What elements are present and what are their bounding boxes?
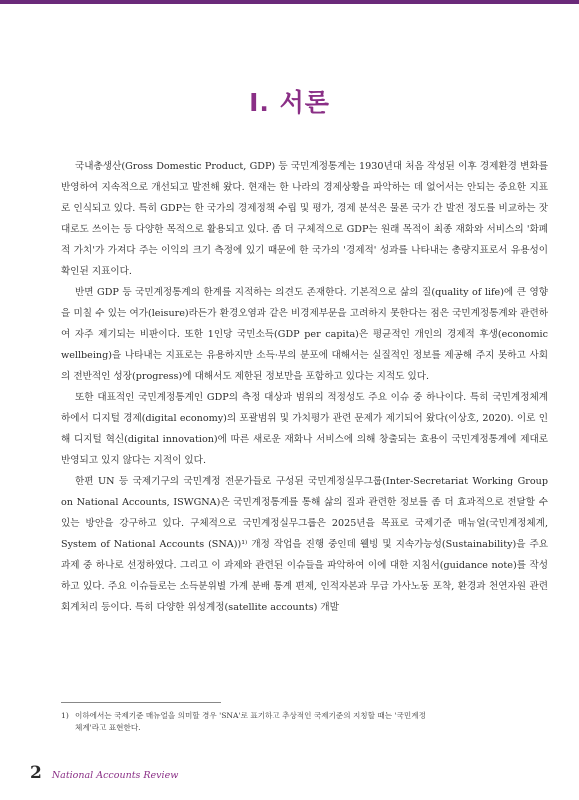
top-rule [0,0,579,4]
page-number: 2 [30,763,42,783]
footnote [61,710,548,734]
page-title: Ⅰ. 서론 [249,88,330,117]
paragraph: 또한 대표적인 국민계정통계인 GDP의 측정 대상과 범위의 적정성도 주요 이슈 중 하나이다. 특히 국민계정체계 하에서 디지털 경제(digital economy)의 포괄범위 및 가치평가 관련 문제가 제기되어 왔다(이상호, 2020). 이로 인해 디지털 혁신(digital innovation)에 따른 새로운 재화나 서비스에 의해 창출되는 효용이 국민계정통계에 제대로 반영되고 있지 않다는 지적이 있다. [61,392,548,466]
journal-name: National Accounts Review [51,770,179,781]
body-text [61,156,548,618]
footnote-divider [61,702,221,703]
footnote-text: 이하에서는 국제기준 매뉴얼을 의미할 경우 'SNA'로 표기하고 추상적인 국제기준의 지칭할 때는 '국민계정 [75,711,426,720]
paragraph: 반면 GDP 등 국민계정통계의 한계를 지적하는 의견도 존재한다. 기본적으로 삶의 질(quality of life)에 큰 영향을 미칠 수 있는 여가(leisure)라든가 환경오염과 같은 비경제부문을 고려하지 못한다는 점은 국민계정통계와 관련하여 자주 제기되는 비판이다. 또한 1인당 국민소득(GDP per capita)은 평균적인 개인의 경제적 후생(economic wellbeing)을 나타내는 지표로는 유용하지만 소득·부의 분포에 대해서는 실질적인 정보를 제공해 주지 못하고 사회의 전반적인 성장(progress)에 대해서도 제한된 정보만을 포함하고 있다는 지적도 있다. [61,287,548,382]
paragraph: 한편 UN 등 국제기구의 국민계정 전문가들로 구성된 국민계정실무그룹(Inter-Secretariat Working Group on National Accounts, ISWGNA)은 국민계정통계를 통해 삶의 질과 관련한 정보를 좀 더 효과적으로 전달할 수 있는 방안을 강구하고 있다. 구체적으로 국민계정실무그룹은 2025년을 목표로 국제기준 매뉴얼(국민계정체계, System of National Accounts (SNA))¹⁾ 개정 작업을 진행 중인데 웰빙 및 지속가능성(Sustainability)을 주요 과제 중 하나로 선정하였다. 그리고 이 과제와 관련된 이슈들을 파악하여 이에 대한 지침서(guidance note)를 작성하고 있다. 주요 이슈들로는 소득분위별 가계 분배 통계 편제, 인적자본과 무급 가사노동 포착, 환경과 천연자원 관련 회계처리 등이다. 특히 다양한 위성계정(satellite accounts) 개발 [61,476,548,613]
page-footer [30,763,178,783]
footnote-text-continued: 체계'라고 표현한다. [75,723,141,732]
footnote-number: 1) [61,711,69,720]
paragraph: 국내총생산(Gross Domestic Product, GDP) 등 국민계정통계는 1930년대 처음 작성된 이후 경제환경 변화를 반영하여 지속적으로 개선되고 발전해 왔다. 현재는 한 나라의 경제상황을 파악하는 데 없어서는 안되는 중요한 지표로 인식되고 있다. 특히 GDP는 한 국가의 경제정책 수립 및 평가, 경제 분석은 물론 국가 간 발전 정도를 비교하는 잣대로도 쓰이는 등 다양한 목적으로 활용되고 있다. 좀 더 구체적으로 GDP는 원래 목적이 최종 재화와 서비스의 '화폐적 가치'가 가져다 주는 이익의 크기 측정에 있기 때문에 한 국가의 '경제적' 성과를 나타내는 총량지표로서 유용성이 확인된 지표이다. [61,161,548,277]
